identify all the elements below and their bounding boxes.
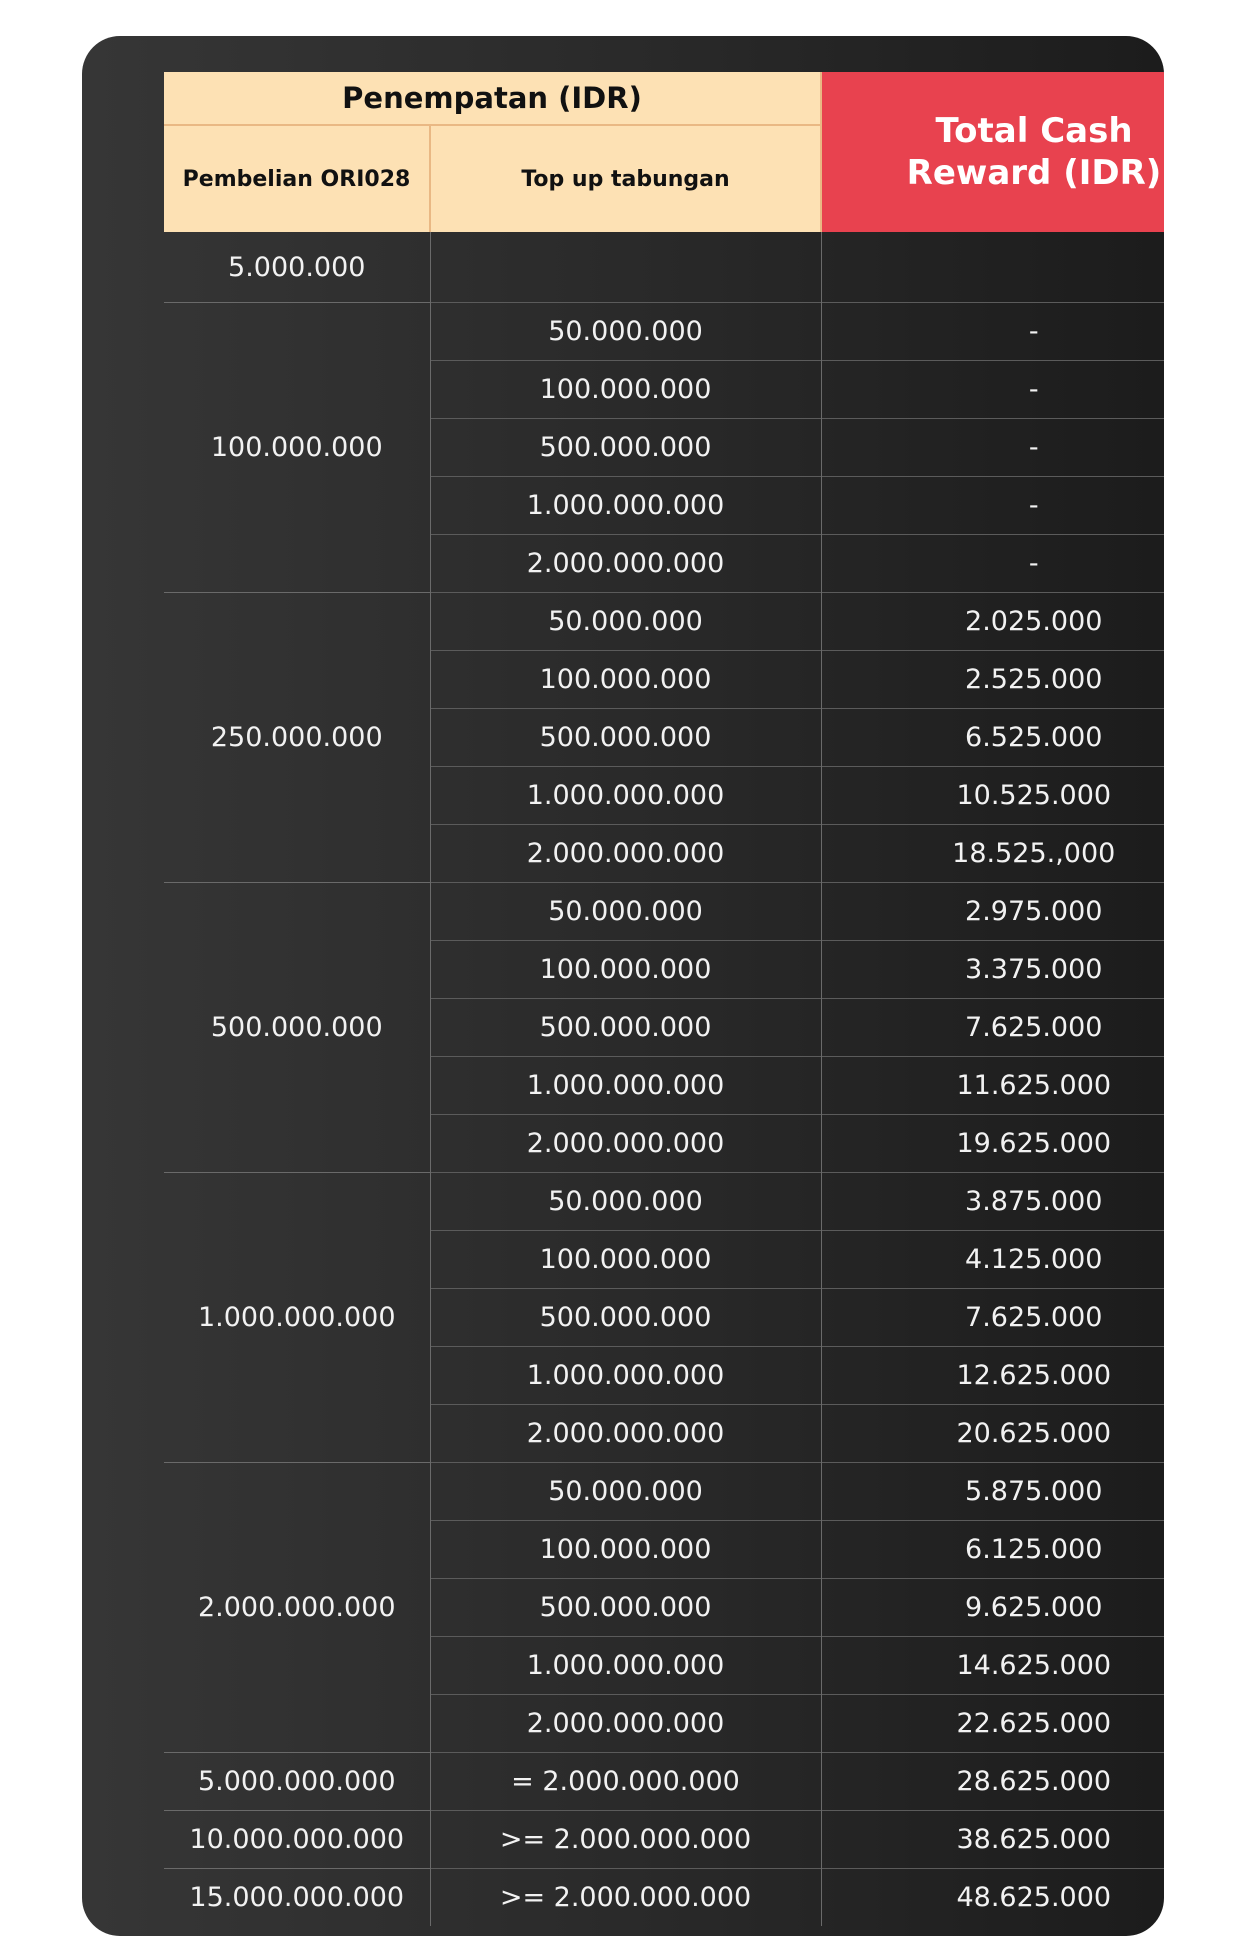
table-row: [164, 232, 1164, 303]
table-row: [164, 1173, 1164, 1231]
topup-amount-cell: 2.000.000.000: [430, 535, 821, 593]
cash-reward-cell: -: [821, 419, 1164, 477]
table-body: [164, 232, 1164, 1926]
cash-reward-cell: 7.625.000: [821, 999, 1164, 1057]
cash-reward-cell: 11.625.000: [821, 1057, 1164, 1115]
cash-reward-table: [164, 72, 1164, 1926]
topup-amount-cell: 2.000.000.000: [430, 825, 821, 883]
purchase-amount-cell: 5.000.000: [164, 232, 430, 303]
table-row: [164, 1753, 1164, 1811]
placement-group-header: Penempatan (IDR): [164, 72, 821, 125]
cash-reward-cell: 6.525.000: [821, 709, 1164, 767]
topup-amount-cell: 500.000.000: [430, 1579, 821, 1637]
topup-amount-cell: 100.000.000: [430, 941, 821, 999]
purchase-amount-cell: 2.000.000.000: [164, 1463, 430, 1753]
cash-reward-table-card: [82, 36, 1164, 1936]
total-cash-reward-header: [821, 72, 1164, 232]
topup-amount-cell: 2.000.000.000: [430, 1405, 821, 1463]
topup-amount-cell: 500.000.000: [430, 419, 821, 477]
topup-amount-cell: 500.000.000: [430, 709, 821, 767]
cash-reward-cell: 48.625.000: [821, 1869, 1164, 1927]
cash-reward-cell: 10.525.000: [821, 767, 1164, 825]
cash-reward-cell: 12.625.000: [821, 1347, 1164, 1405]
total-cash-reward-header-label: Total Cash Reward (IDR): [906, 111, 1162, 193]
cash-reward-cell: 20.625.000: [821, 1405, 1164, 1463]
topup-amount-cell: 50.000.000: [430, 593, 821, 651]
table-row: [164, 1811, 1164, 1869]
cash-reward-cell: 5.875.000: [821, 1463, 1164, 1521]
purchase-amount-cell: 1.000.000.000: [164, 1173, 430, 1463]
cash-reward-cell: [821, 232, 1164, 303]
cash-reward-cell: -: [821, 535, 1164, 593]
topup-amount-cell: 500.000.000: [430, 999, 821, 1057]
topup-amount-cell: 100.000.000: [430, 1521, 821, 1579]
cash-reward-cell: 19.625.000: [821, 1115, 1164, 1173]
cash-reward-cell: 3.875.000: [821, 1173, 1164, 1231]
cash-reward-cell: -: [821, 361, 1164, 419]
cash-reward-cell: -: [821, 477, 1164, 535]
cash-reward-cell: 22.625.000: [821, 1695, 1164, 1753]
table-row: [164, 303, 1164, 361]
cash-reward-cell: 28.625.000: [821, 1753, 1164, 1811]
topup-amount-cell: 100.000.000: [430, 361, 821, 419]
topup-amount-cell: 50.000.000: [430, 1173, 821, 1231]
cash-reward-cell: 7.625.000: [821, 1289, 1164, 1347]
topup-amount-cell: 1.000.000.000: [430, 1347, 821, 1405]
purchase-amount-cell: 250.000.000: [164, 593, 430, 883]
cash-reward-cell: 2.975.000: [821, 883, 1164, 941]
purchase-amount-cell: 15.000.000.000: [164, 1869, 430, 1927]
topup-amount-cell: >= 2.000.000.000: [430, 1811, 821, 1869]
topup-amount-cell: 1.000.000.000: [430, 1637, 821, 1695]
topup-amount-cell: >= 2.000.000.000: [430, 1869, 821, 1927]
cash-reward-cell: 9.625.000: [821, 1579, 1164, 1637]
topup-amount-cell: 500.000.000: [430, 1289, 821, 1347]
topup-amount-cell: 1.000.000.000: [430, 477, 821, 535]
savings-topup-header: Top up tabungan: [430, 125, 821, 232]
topup-amount-cell: 50.000.000: [430, 1463, 821, 1521]
topup-amount-cell: 1.000.000.000: [430, 767, 821, 825]
cash-reward-cell: 2.525.000: [821, 651, 1164, 709]
cash-reward-cell: 4.125.000: [821, 1231, 1164, 1289]
purchase-amount-cell: 500.000.000: [164, 883, 430, 1173]
cash-reward-cell: -: [821, 303, 1164, 361]
purchase-amount-cell: 5.000.000.000: [164, 1753, 430, 1811]
table-row: [164, 883, 1164, 941]
purchase-amount-cell: 10.000.000.000: [164, 1811, 430, 1869]
topup-amount-cell: = 2.000.000.000: [430, 1753, 821, 1811]
topup-amount-cell: 50.000.000: [430, 303, 821, 361]
cash-reward-cell: 3.375.000: [821, 941, 1164, 999]
cash-reward-cell: 2.025.000: [821, 593, 1164, 651]
topup-amount-cell: 1.000.000.000: [430, 1057, 821, 1115]
cash-reward-cell: 18.525.,000: [821, 825, 1164, 883]
cash-reward-cell: 14.625.000: [821, 1637, 1164, 1695]
topup-amount-cell: 100.000.000: [430, 651, 821, 709]
purchase-amount-cell: 100.000.000: [164, 303, 430, 593]
topup-amount-cell: [430, 232, 821, 303]
table-row: [164, 1463, 1164, 1521]
table-row: [164, 1869, 1164, 1927]
table-row: [164, 593, 1164, 651]
topup-amount-cell: 2.000.000.000: [430, 1115, 821, 1173]
cash-reward-cell: 6.125.000: [821, 1521, 1164, 1579]
ori028-purchase-header: Pembelian ORI028: [164, 125, 430, 232]
topup-amount-cell: 100.000.000: [430, 1231, 821, 1289]
topup-amount-cell: 2.000.000.000: [430, 1695, 821, 1753]
table-header: [164, 72, 1164, 232]
topup-amount-cell: 50.000.000: [430, 883, 821, 941]
cash-reward-cell: 38.625.000: [821, 1811, 1164, 1869]
